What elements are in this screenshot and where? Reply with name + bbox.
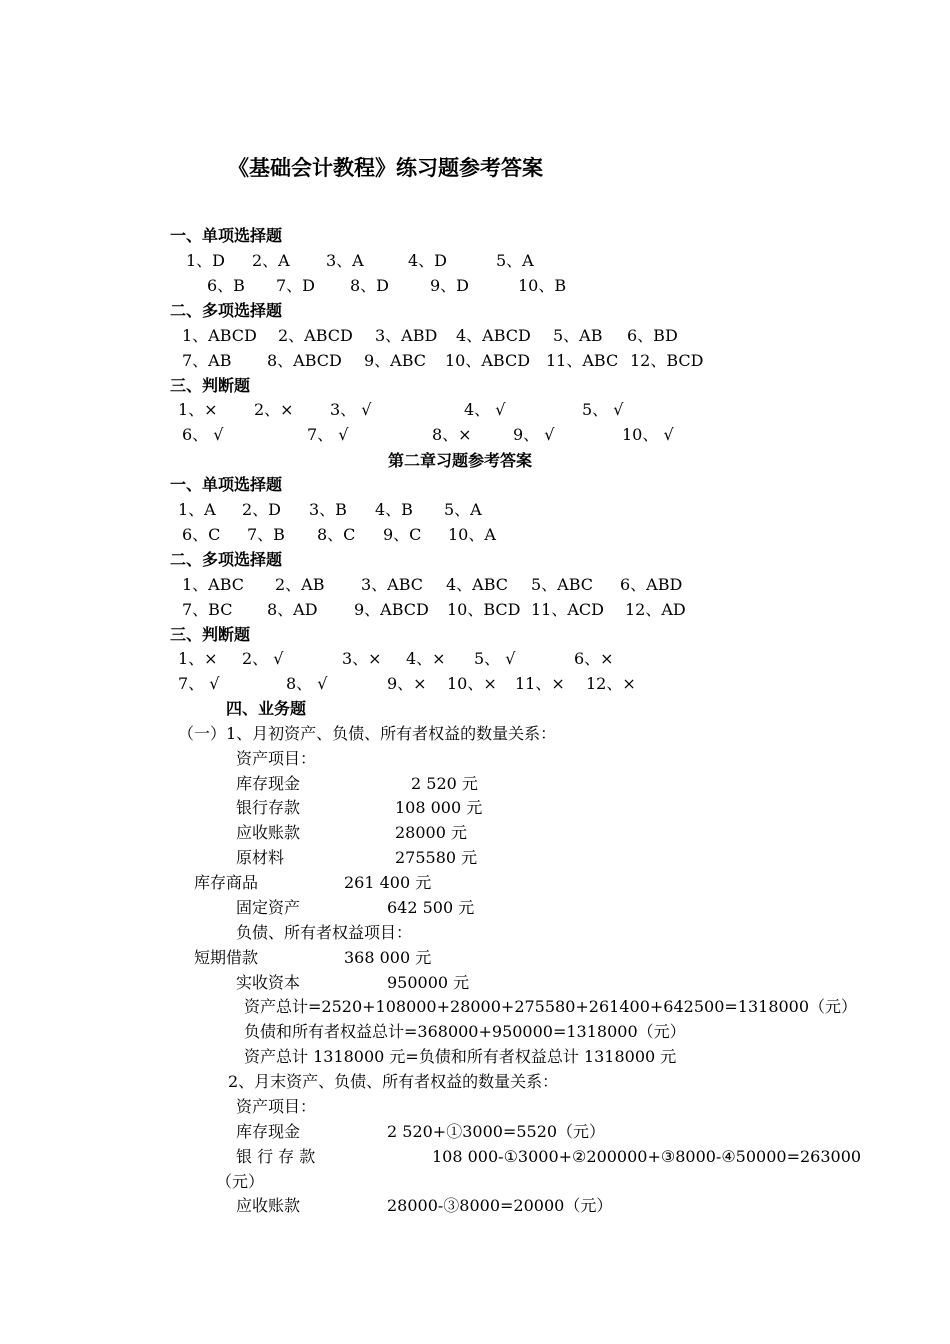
- end-item-value-cont: （元）: [216, 1172, 265, 1191]
- ch1-judge-answer: 7、 √: [307, 425, 349, 444]
- ch2-single-answer: 5、A: [444, 500, 482, 519]
- ch2-multi-answer: 3、ABC: [361, 575, 424, 594]
- ch2-single-answer: 10、A: [448, 525, 496, 544]
- ch2-single-answer: 8、C: [317, 525, 356, 544]
- ch2-judge-answer: 10、×: [447, 674, 497, 693]
- ch1-judge-heading: 三、判断题: [170, 376, 251, 395]
- item-name: 应收账款: [236, 823, 301, 842]
- ch2-single-answer: 9、C: [383, 525, 422, 544]
- item-name: 库存商品: [194, 873, 259, 892]
- ch2-judge-answer: 7、 √: [178, 674, 220, 693]
- total-assets: 资产总计=2520+108000+28000+275580+261400+642500=1318000（元）: [244, 997, 858, 1016]
- ch2-judge-answer: 4、×: [406, 649, 446, 668]
- ch1-judge-answer: 10、 √: [622, 425, 674, 444]
- ch2-multi-answer: 4、ABC: [446, 575, 509, 594]
- ch1-multi-answer: 5、AB: [553, 326, 603, 345]
- ch1-multi-answer: 3、ABD: [375, 326, 438, 345]
- ch2-single-answer: 3、B: [309, 500, 347, 519]
- ch1-multi-answer: 4、ABCD: [456, 326, 531, 345]
- ch2-single-answer: 1、A: [178, 500, 216, 519]
- ch2-multi-answer: 12、AD: [625, 600, 686, 619]
- ch2-business-heading: 四、业务题: [226, 699, 307, 718]
- ch2-single-answer: 6、C: [182, 525, 221, 544]
- ch2-multi-answer: 11、ACD: [531, 600, 604, 619]
- ch2-multi-answer: 1、ABC: [182, 575, 245, 594]
- ch1-single-answer: 9、D: [430, 276, 470, 295]
- ch2-judge-answer: 2、 √: [242, 649, 284, 668]
- item-name: 库存现金: [236, 774, 301, 793]
- item-name: 实收资本: [236, 973, 301, 992]
- ch1-judge-answer: 3、 √: [330, 400, 372, 419]
- ch1-judge-answer: 2、×: [254, 400, 294, 419]
- ch2-judge-answer: 11、×: [515, 674, 565, 693]
- total-liabilities: 负债和所有者权益总计=368000+950000=1318000（元）: [244, 1022, 686, 1041]
- ch1-single-answer: 2、A: [252, 251, 290, 270]
- ch2-single-heading: 一、单项选择题: [170, 475, 283, 494]
- ch2-multi-answer: 2、AB: [275, 575, 325, 594]
- item-value: 275580 元: [395, 848, 478, 867]
- end-item-value: 108 000-①3000+②200000+③8000-④50000=263000: [432, 1147, 862, 1166]
- ch1-judge-answer: 4、 √: [464, 400, 506, 419]
- q2-intro: 2、月末资产、负债、所有者权益的数量关系：: [228, 1072, 559, 1091]
- ch1-single-answer: 5、A: [496, 251, 534, 270]
- item-name: 银行存款: [236, 798, 301, 817]
- ch1-multi-answer: 12、BCD: [630, 351, 704, 370]
- item-value: 261 400 元: [344, 873, 432, 892]
- ch1-multi-answer: 8、ABCD: [267, 351, 342, 370]
- ch1-multi-answer: 2、ABCD: [278, 326, 353, 345]
- ch1-single-answer: 7、D: [276, 276, 316, 295]
- ch2-single-answer: 2、D: [242, 500, 282, 519]
- item-value: 2 520 元: [411, 774, 478, 793]
- ch1-single-answer: 1、D: [186, 251, 226, 270]
- ch2-single-answer: 7、B: [247, 525, 285, 544]
- ch1-judge-answer: 1、×: [178, 400, 218, 419]
- ch2-multi-answer: 10、BCD: [447, 600, 521, 619]
- ch2-multi-heading: 二、多项选择题: [170, 550, 283, 569]
- item-value: 108 000 元: [395, 798, 483, 817]
- ch2-multi-answer: 5、ABC: [531, 575, 594, 594]
- end-item-value: 28000-③8000=20000（元）: [387, 1196, 613, 1215]
- ch2-judge-answer: 8、 √: [286, 674, 328, 693]
- ch2-judge-answer: 9、×: [387, 674, 427, 693]
- assets-label: 资产项目：: [236, 749, 317, 768]
- ch1-single-answer: 10、B: [518, 276, 567, 295]
- ch1-multi-answer: 6、BD: [627, 326, 678, 345]
- ch1-judge-answer: 5、 √: [582, 400, 624, 419]
- ch1-multi-answer: 11、ABC: [546, 351, 619, 370]
- item-name: 短期借款: [194, 948, 259, 967]
- ch1-multi-answer: 1、ABCD: [182, 326, 257, 345]
- ch1-judge-answer: 9、 √: [513, 425, 555, 444]
- ch2-multi-answer: 7、BC: [182, 600, 233, 619]
- end-item-name: 库存现金: [236, 1122, 301, 1141]
- ch2-judge-answer: 6、×: [574, 649, 614, 668]
- ch1-multi-heading: 二、多项选择题: [170, 301, 283, 320]
- item-value: 28000 元: [395, 823, 467, 842]
- ch1-judge-answer: 8、×: [432, 425, 472, 444]
- q1-intro: （一）1、月初资产、负债、所有者权益的数量关系：: [178, 724, 557, 743]
- liab-label: 负债、所有者权益项目：: [236, 923, 413, 942]
- ch2-judge-answer: 5、 √: [474, 649, 516, 668]
- ch2-title: 第二章习题参考答案: [388, 451, 533, 470]
- ch2-judge-heading: 三、判断题: [170, 625, 251, 644]
- balance-equation: 资产总计 1318000 元=负债和所有者权益总计 1318000 元: [244, 1047, 677, 1066]
- document-title: 《基础会计教程》练习题参考答案: [228, 155, 543, 180]
- ch1-multi-answer: 10、ABCD: [445, 351, 531, 370]
- ch2-judge-answer: 3、×: [342, 649, 382, 668]
- item-name: 原材料: [236, 848, 285, 867]
- ch1-single-heading: 一、单项选择题: [170, 226, 283, 245]
- ch1-single-answer: 4、D: [408, 251, 448, 270]
- end-item-name: 银 行 存 款: [236, 1147, 316, 1166]
- end-item-value: 2 520+①3000=5520（元）: [387, 1122, 606, 1141]
- ch1-multi-answer: 9、ABC: [364, 351, 427, 370]
- assets-label-2: 资产项目：: [236, 1097, 317, 1116]
- ch1-multi-answer: 7、AB: [182, 351, 232, 370]
- item-value: 950000 元: [387, 973, 470, 992]
- item-value: 642 500 元: [387, 898, 475, 917]
- end-item-name: 应收账款: [236, 1196, 301, 1215]
- ch2-judge-answer: 12、×: [586, 674, 636, 693]
- item-value: 368 000 元: [344, 948, 432, 967]
- ch1-judge-answer: 6、 √: [182, 425, 224, 444]
- ch1-single-answer: 8、D: [350, 276, 390, 295]
- ch2-multi-answer: 8、AD: [267, 600, 318, 619]
- ch2-multi-answer: 6、ABD: [620, 575, 683, 594]
- ch1-single-answer: 6、B: [207, 276, 245, 295]
- ch2-single-answer: 4、B: [375, 500, 413, 519]
- ch1-single-answer: 3、A: [326, 251, 364, 270]
- ch2-judge-answer: 1、×: [178, 649, 218, 668]
- ch2-multi-answer: 9、ABCD: [354, 600, 429, 619]
- item-name: 固定资产: [236, 898, 301, 917]
